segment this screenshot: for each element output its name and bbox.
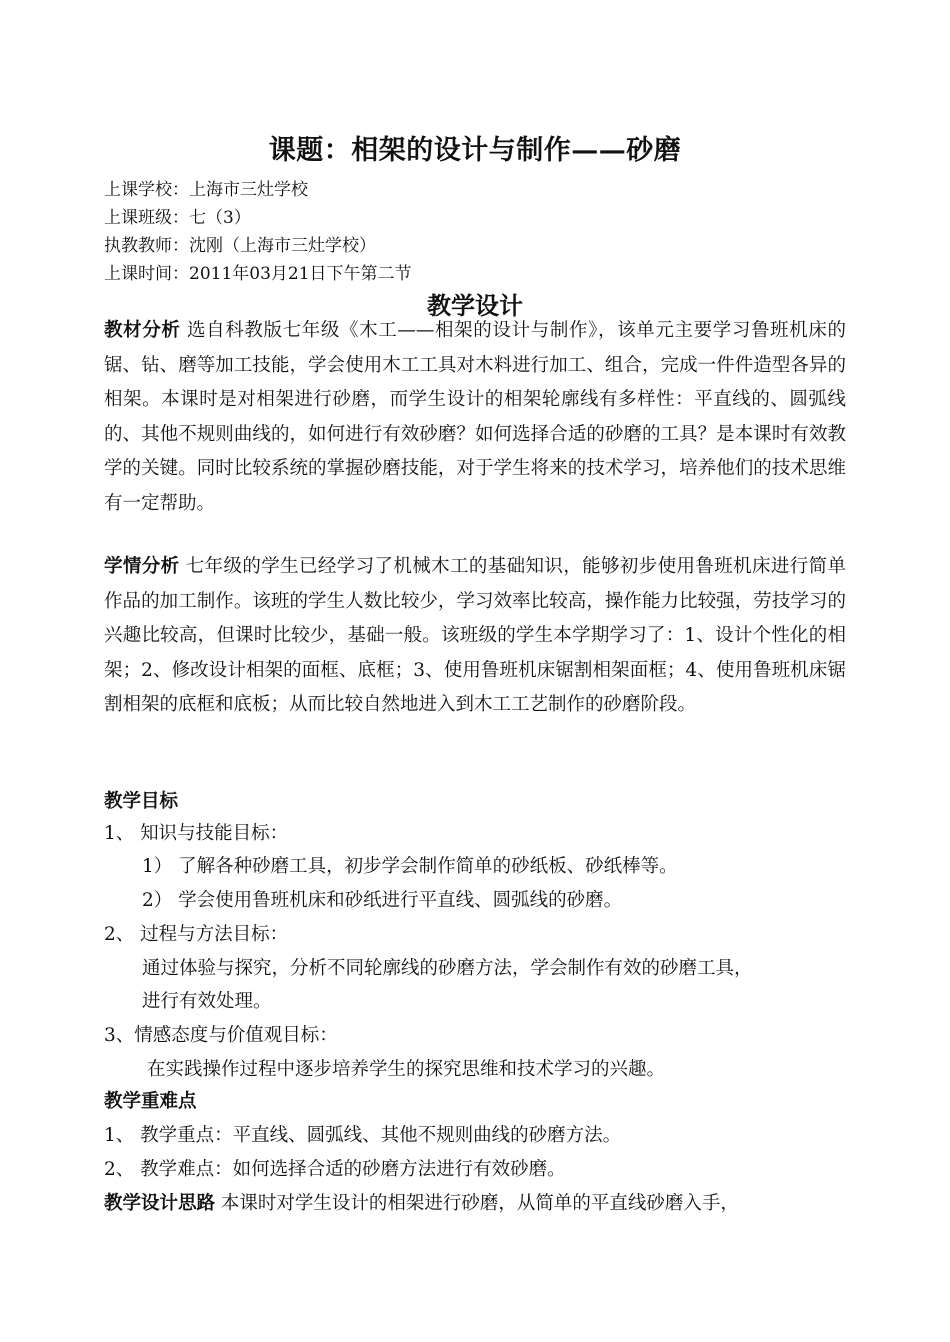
goal-3: 3、情感态度与价值观目标： (104, 1025, 338, 1046)
key-point-2: 2、 教学难点：如何选择合适的砂磨方法进行有效砂磨。 (104, 1159, 566, 1180)
class-info: 上课班级：七（3） (104, 208, 251, 228)
student-analysis-text: 七年级的学生已经学习了机械木工的基础知识，能够初步使用鲁班机床进行简单作品的加工制作。该班的学生人数比较少，学习效率比较高，操作能力比较强，劳技学习的兴趣比较高，但课时比较少，基础一般。该班级的学生本学期学习了：1、设计个性化的相架；2、修改设计相架的面框、底框；3、使用鲁班机床锯割相架面框；4、使用鲁班机床锯割相架的底框和底板；从而比较自然地进入到木工工艺制作的砂磨阶段。 (104, 556, 846, 715)
school-info: 上课学校：上海市三灶学校 (104, 180, 308, 200)
goal-1a: 1） 了解各种砂磨工具，初步学会制作简单的砂纸板、砂纸棒等。 (142, 856, 678, 877)
goal-2a: 通过体验与探究，分析不同轮廓线的砂磨方法，学会制作有效的砂磨工具， (142, 958, 753, 979)
design-idea-heading: 教学设计思路 (104, 1193, 216, 1214)
time-info: 上课时间：2011年03月21日下午第二节 (104, 264, 412, 284)
teacher-info: 执教教师：沈刚（上海市三灶学校） (104, 236, 376, 256)
material-analysis-text: 选自科教版七年级《木工——相架的设计与制作》，该单元主要学习鲁班机床的锯、钻、磨等加工技能，学会使用木工工具对木料进行加工、组合，完成一件件造型各异的相架。本课时是对相架进行砂磨，而学生设计的相架轮廓线有多样性：平直线的、圆弧线的、其他不规则曲线的，如何进行有效砂磨？如何选择合适的砂磨的工具？是本课时有效教学的关键。同时比较系统的掌握砂磨技能，对于学生将来的技术学习，培养他们的技术思维有一定帮助。 (104, 320, 846, 514)
key-point-1: 1、 教学重点：平直线、圆弧线、其他不规则曲线的砂磨方法。 (104, 1125, 622, 1146)
goals-heading: 教学目标 (104, 791, 179, 812)
lesson-title: 课题：相架的设计与制作——砂磨 (268, 135, 682, 166)
material-analysis-paragraph (104, 314, 846, 521)
goal-1: 1、 知识与技能目标： (104, 823, 289, 844)
section-title: 教学设计 (427, 291, 523, 320)
student-analysis-heading: 学情分析 (104, 556, 180, 577)
design-idea-text: 本课时对学生设计的相架进行砂磨，从简单的平直线砂磨入手， (220, 1193, 739, 1214)
material-analysis-heading: 教材分析 (104, 320, 181, 341)
goal-3a: 在实践操作过程中逐步培养学生的探究思维和技术学习的兴趣。 (147, 1059, 666, 1080)
goal-2: 2、 过程与方法目标： (104, 924, 289, 945)
goal-2b: 进行有效处理。 (142, 991, 272, 1012)
key-points-heading: 教学重难点 (104, 1091, 197, 1112)
student-analysis-paragraph (104, 550, 846, 723)
design-idea-line (104, 1188, 739, 1220)
goal-1b: 2） 学会使用鲁班机床和砂纸进行平直线、圆弧线的砂磨。 (142, 890, 623, 911)
